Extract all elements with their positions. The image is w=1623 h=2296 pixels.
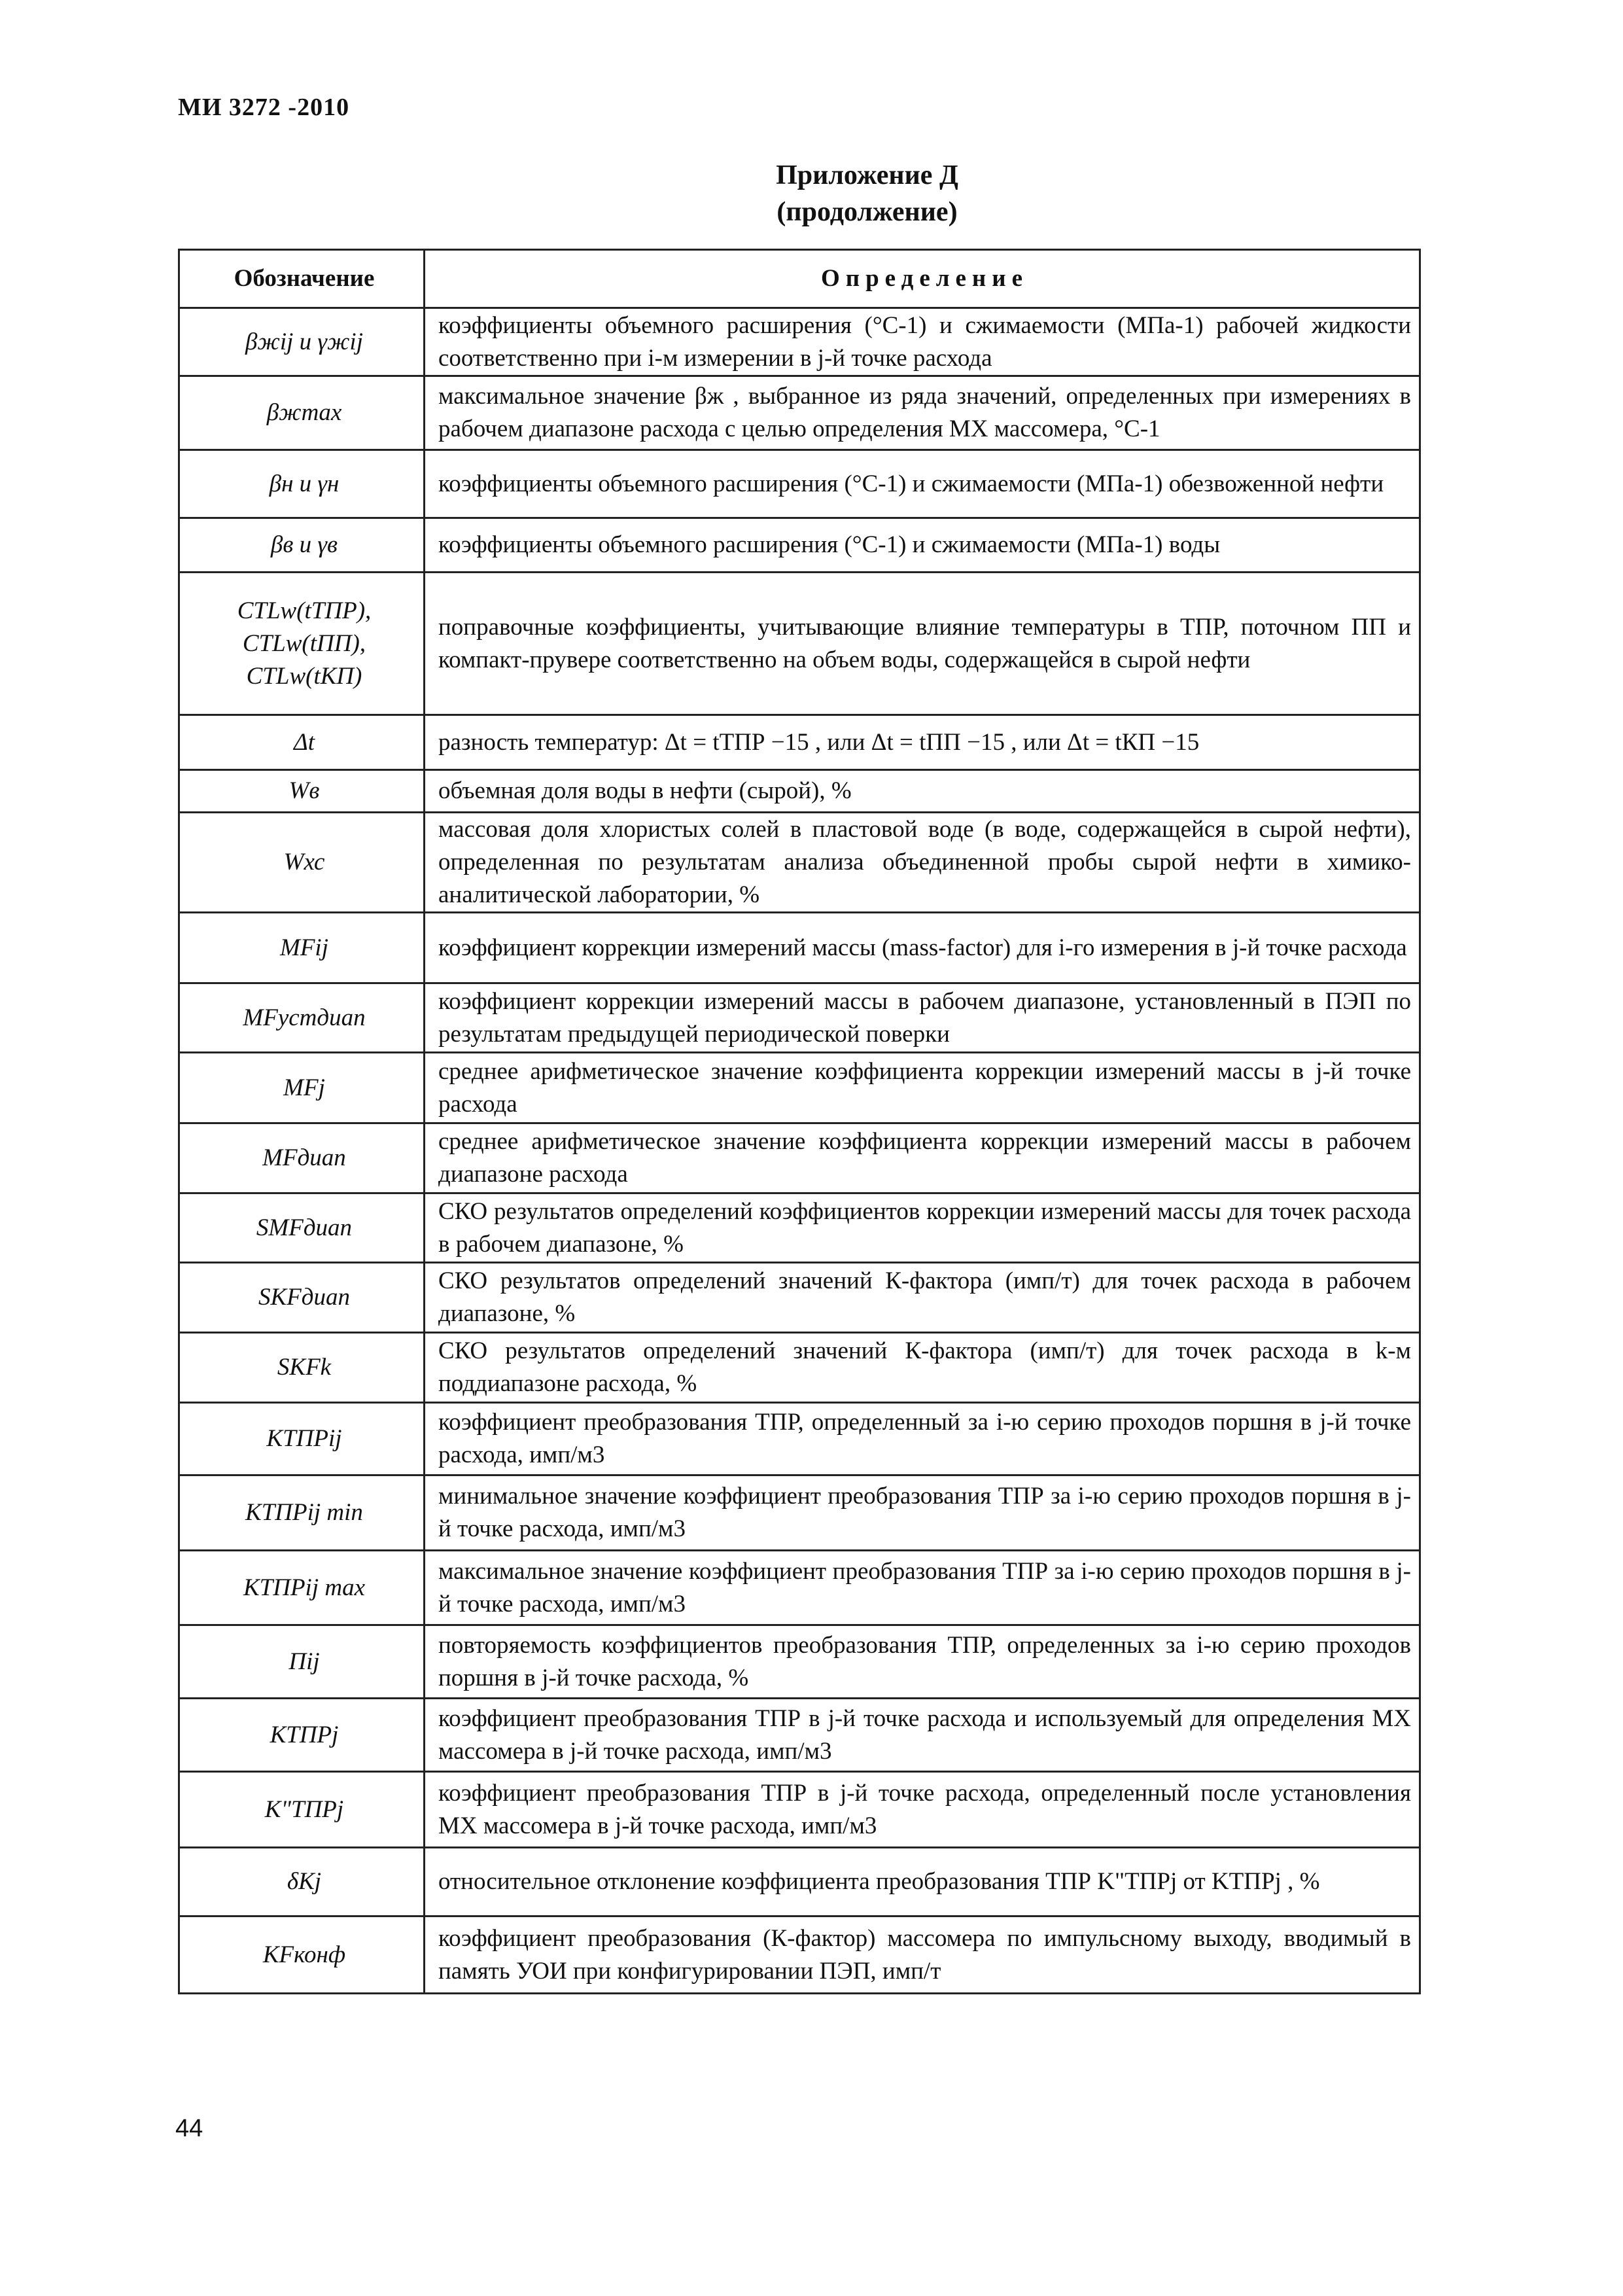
symbol-cell: MFдиап	[179, 1123, 425, 1193]
symbol-cell: Пij	[179, 1625, 425, 1699]
appendix-title: Приложение Д	[776, 160, 958, 190]
definition-cell: повторяемость коэффициентов преобразования ТПР, определенных за i-ю серию проходов поршня в j-й точке расхода, %	[425, 1625, 1420, 1699]
table-row	[179, 1699, 1420, 1772]
table-row	[179, 1263, 1420, 1333]
definition-cell: СКО результатов определений коэффициентов коррекции измерений массы для точек расхода в рабочем диапазоне, %	[425, 1193, 1420, 1263]
definitions-table	[178, 249, 1421, 1994]
symbol-cell: βжij и γжij	[179, 308, 425, 376]
table-row	[179, 770, 1420, 813]
document-code: МИ 3272 -2010	[178, 94, 350, 121]
symbol-cell: δKj	[179, 1848, 425, 1916]
header-symbol: Обозначение	[179, 250, 425, 308]
table-row	[179, 913, 1420, 983]
symbol-cell: βв и γв	[179, 518, 425, 573]
symbol-cell: KFконф	[179, 1916, 425, 1994]
symbol-cell: MFij	[179, 913, 425, 983]
table-row	[179, 1123, 1420, 1193]
definition-cell: коэффициент коррекции измерений массы в рабочем диапазоне, установленный в ПЭП по результатам предыдущей периодической поверки	[425, 983, 1420, 1053]
table-row	[179, 1772, 1420, 1848]
symbol-cell: βжmax	[179, 376, 425, 450]
definition-cell: коэффициент коррекции измерений массы (mass-factor) для i-го измерения в j-й точке расхода	[425, 913, 1420, 983]
symbol-cell: K"ТПРj	[179, 1772, 425, 1848]
header-definition: Определение	[425, 250, 1420, 308]
definition-cell: максимальное значение коэффициент преобразования ТПР за i-ю серию проходов поршня в j-й точке расхода, имп/м3	[425, 1551, 1420, 1625]
symbol-cell: SKFk	[179, 1333, 425, 1403]
definition-cell: коэффициент преобразования (К-фактор) массомера по импульсному выходу, вводимый в память УОИ при конфигурировании ПЭП, имп/т	[425, 1916, 1420, 1994]
symbol-cell: Wв	[179, 770, 425, 813]
symbol-cell: βн и γн	[179, 450, 425, 518]
definition-cell: коэффициент преобразования ТПР в j-й точке расхода, определенный после установления МХ массомера в j-й точке расхода, имп/м3	[425, 1772, 1420, 1848]
table-row	[179, 1403, 1420, 1475]
definition-cell: среднее арифметическое значение коэффициента коррекции измерений массы в рабочем диапазоне расхода	[425, 1123, 1420, 1193]
table-row	[179, 308, 1420, 376]
table-row	[179, 1625, 1420, 1699]
table-row	[179, 1475, 1420, 1551]
symbol-cell: KТПРij max	[179, 1551, 425, 1625]
table-row	[179, 983, 1420, 1053]
appendix-subtitle: (продолжение)	[777, 197, 958, 227]
table-row	[179, 1333, 1420, 1403]
table-row	[179, 1848, 1420, 1916]
definition-cell: коэффициенты объемного расширения (°С-1) и сжимаемости (МПа-1) рабочей жидкости соответственно при i-м измерении в j-й точке расхода	[425, 308, 1420, 376]
symbol-cell: MFj	[179, 1053, 425, 1123]
symbol-cell: CTLw(tТПР), CTLw(tПП), CTLw(tКП)	[179, 573, 425, 715]
table-row	[179, 1916, 1420, 1994]
page-number: 44	[175, 2115, 203, 2142]
table-row	[179, 1551, 1420, 1625]
symbol-cell: SKFдиап	[179, 1263, 425, 1333]
definition-cell: СКО результатов определений значений К-фактора (имп/т) для точек расхода в рабочем диапазоне, %	[425, 1263, 1420, 1333]
table-row	[179, 715, 1420, 770]
definition-cell: коэффициент преобразования ТПР в j-й точке расхода и используемый для определения МХ массомера в j-й точке расхода, имп/м3	[425, 1699, 1420, 1772]
definition-cell: максимальное значение βж , выбранное из ряда значений, определенных при измерениях в рабочем диапазоне расхода с целью определения МХ массомера, °С-1	[425, 376, 1420, 450]
table-row	[179, 1053, 1420, 1123]
appendix-heading	[0, 157, 1623, 230]
table-row	[179, 573, 1420, 715]
table-row	[179, 518, 1420, 573]
definition-cell: коэффициент преобразования ТПР, определенный за i-ю серию проходов поршня в j-й точке расхода, имп/м3	[425, 1403, 1420, 1475]
table-row	[179, 1193, 1420, 1263]
table-body	[179, 308, 1420, 1994]
symbol-cell: KТПРij	[179, 1403, 425, 1475]
symbol-cell: KТПРj	[179, 1699, 425, 1772]
definition-cell: минимальное значение коэффициент преобразования ТПР за i-ю серию проходов поршня в j-й точке расхода, имп/м3	[425, 1475, 1420, 1551]
definition-cell: объемная доля воды в нефти (сырой), %	[425, 770, 1420, 813]
symbol-cell: MFустдиап	[179, 983, 425, 1053]
definition-cell: поправочные коэффициенты, учитывающие влияние температуры в ТПР, поточном ПП и компакт-прувере соответственно на объем воды, содержащейся в сырой нефти	[425, 573, 1420, 715]
definition-cell: коэффициенты объемного расширения (°С-1) и сжимаемости (МПа-1) воды	[425, 518, 1420, 573]
table-header-row	[179, 250, 1420, 308]
definition-cell: массовая доля хлористых солей в пластовой воде (в воде, содержащейся в сырой нефти), определенная по результатам анализа объединенной пробы сырой нефти в химико-аналитической лаборатории, %	[425, 813, 1420, 913]
table-row	[179, 376, 1420, 450]
table-row	[179, 813, 1420, 913]
definition-cell: СКО результатов определений значений К-фактора (имп/т) для точек расхода в k-м поддиапазоне расхода, %	[425, 1333, 1420, 1403]
table-row	[179, 450, 1420, 518]
symbol-cell: SMFдиап	[179, 1193, 425, 1263]
definition-cell: среднее арифметическое значение коэффициента коррекции измерений массы в j-й точке расхода	[425, 1053, 1420, 1123]
definition-cell: коэффициенты объемного расширения (°С-1) и сжимаемости (МПа-1) обезвоженной нефти	[425, 450, 1420, 518]
symbol-cell: Wхс	[179, 813, 425, 913]
symbol-cell: Δt	[179, 715, 425, 770]
symbol-cell: KТПРij min	[179, 1475, 425, 1551]
definition-cell: относительное отклонение коэффициента преобразования ТПР K"ТПРj от KТПРj , %	[425, 1848, 1420, 1916]
definition-cell: разность температур: Δt = tТПР −15 , или Δt = tПП −15 , или Δt = tКП −15	[425, 715, 1420, 770]
